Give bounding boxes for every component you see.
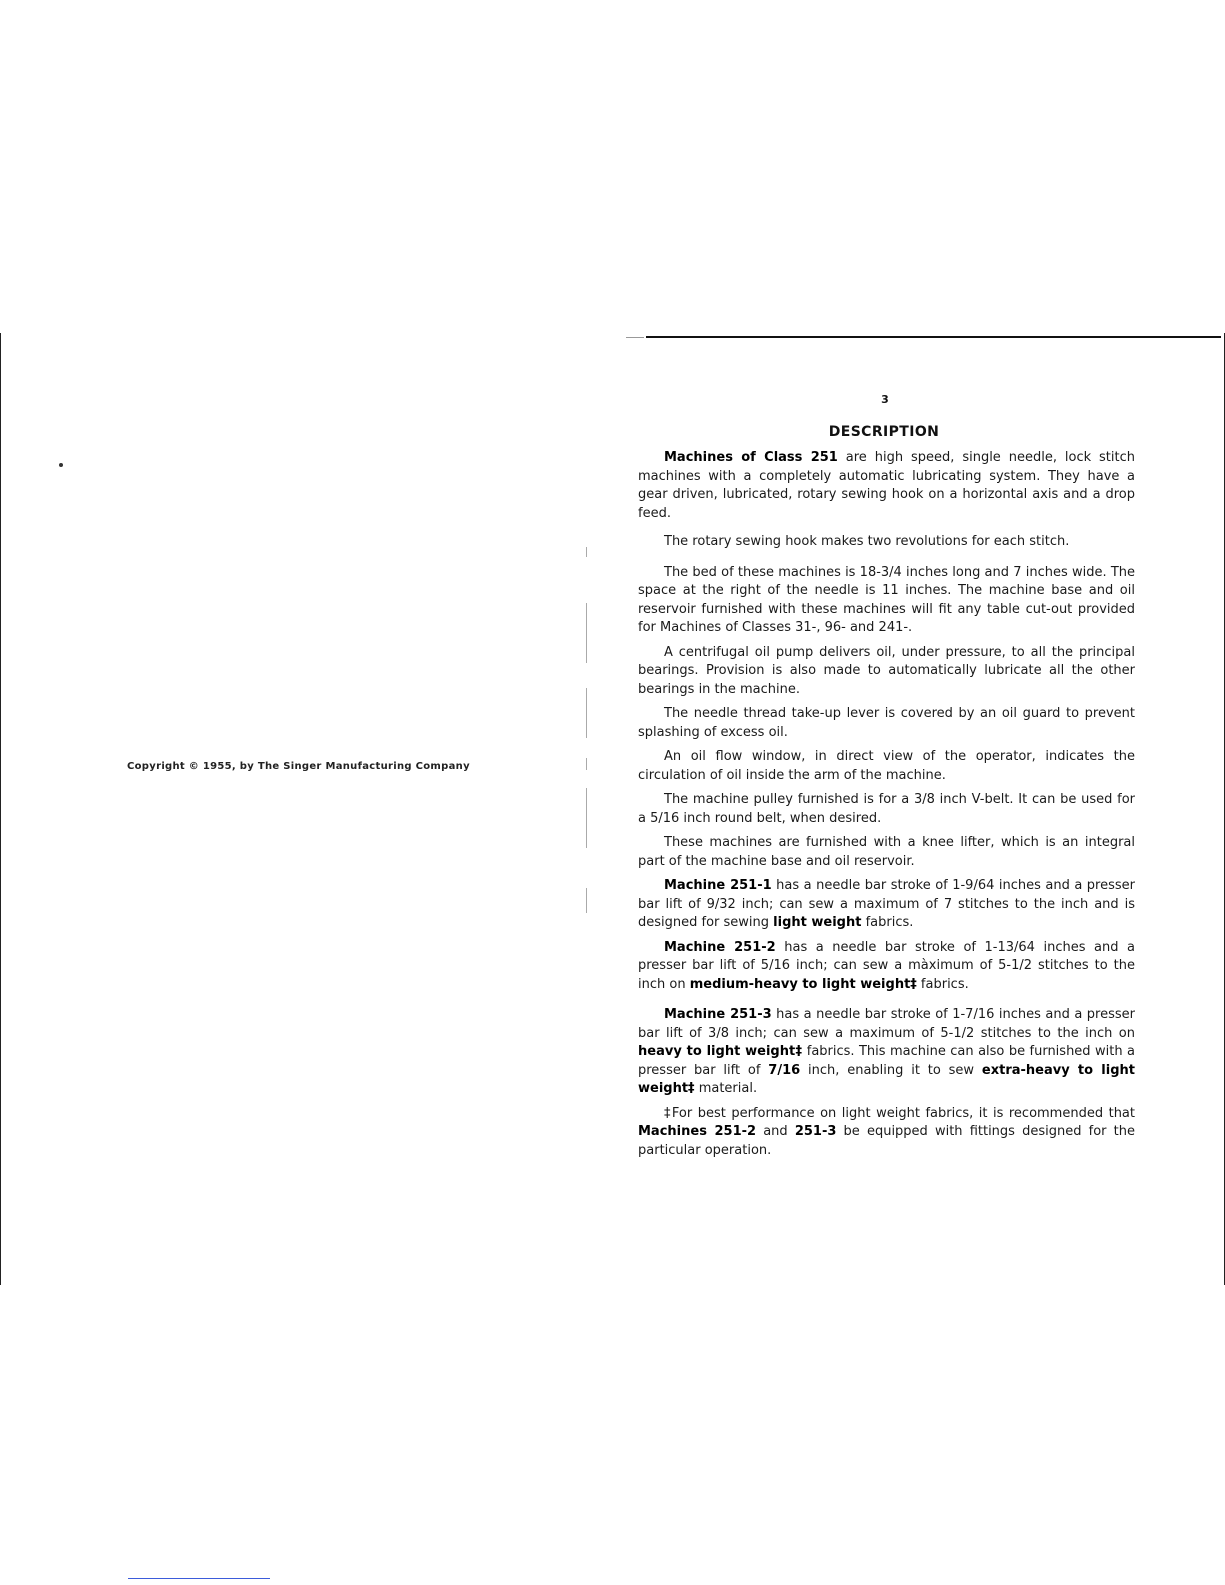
paragraph: The needle thread take-up lever is covered by an oil guard to prevent splashing of excess oil. [638,706,1135,740]
dot-mark [59,463,63,467]
left-page [0,333,600,1285]
footnote [638,1105,1135,1161]
bold-term: Machines 251-2 [638,1124,757,1139]
bold-term: Machine 251-2 [664,939,776,955]
paragraph-text: fabrics. [861,915,914,930]
paragraph-text: are high speed, single needle, lock stitch machines with a completely automatic lubricating system. They have a gear driven, lubricated, rotary sewing hook on a horizontal axis and a drop feed. [638,450,1136,521]
paragraph: These machines are furnished with a knee lifter, which is an integral part of the machine base and oil reservoir. [638,835,1135,869]
paragraph-text: inch, enabling it to sew [800,1062,982,1078]
gutter-mark [586,688,587,738]
gutter-mark [586,888,587,913]
gutter-mark [586,547,587,557]
paragraph-text: fabrics. [916,976,969,992]
bold-term: Machine 251-1 [664,878,772,893]
gutter-mark [586,758,587,770]
right-page [620,333,1225,1285]
bottom-link-underline [128,1578,270,1579]
paragraph: The machine pulley furnished is for a 3/8 inch V-belt. It can be used for a 5/16 inch round belt, when desired. [638,792,1135,826]
bold-term: Machine 251-3 [664,1007,772,1022]
top-rule [646,336,1221,338]
page-number: 3 [881,393,889,406]
bold-term: 7/16 [768,1062,801,1078]
paragraph-text: material. [694,1081,758,1096]
paragraph [638,877,1135,933]
bold-term: extra-heavy to light weight‡ [638,1062,1135,1096]
bold-term: light weight [773,915,862,930]
top-rule-faint [626,337,644,338]
bold-term: Machines of Class 251 [664,450,838,465]
copyright-notice: Copyright © 1955, by The Singer Manufacturing Company [127,761,470,772]
bold-term: 251-3 [794,1124,837,1139]
paragraph: An oil flow window, in direct view of the operator, indicates the circulation of oil inside the arm of the machine. [638,749,1135,783]
bold-term: medium-heavy to light weight‡ [689,976,917,992]
gutter-mark [586,788,587,848]
paragraph-text: has a needle bar stroke of 1-9/64 inches and a presser bar lift of 9/32 inch; can sew a maximum of 7 stitches to the inch and is designed for sewing [638,878,1135,930]
description-body [638,449,1135,1166]
section-title: DESCRIPTION [828,424,940,440]
gutter-mark [586,603,587,663]
paragraph [638,1006,1135,1099]
footnote-text: be equipped with fittings designed for the particular operation. [638,1124,1135,1158]
paragraph [638,449,1135,523]
paragraph-text: fabrics. This machine can also be furnished with a presser bar lift of [638,1044,1135,1078]
paragraph: The rotary sewing hook makes two revolutions for each stitch. [664,534,1070,549]
bold-term: heavy to light weight‡ [638,1044,803,1059]
paragraph [638,939,1135,995]
paragraph: The bed of these machines is 18-3/4 inches long and 7 inches wide. The space at the right of the needle is 11 inches. The machine base and oil reservoir furnished with these machines will fit any table cut-out provided for Machines of Classes 31-, 96- and 241-. [638,564,1135,635]
footnote-text: ‡For best performance on light weight fabrics, it is recommended that [664,1105,1135,1121]
footnote-text: and [756,1124,795,1139]
paragraph-text: has a needle bar stroke of 1-13/64 inches and a presser bar lift of 5/16 inch; can sew a màximum of 5-1/2 stitches to the inch on [638,939,1135,992]
paragraph-text: has a needle bar stroke of 1-7/16 inches and a presser bar lift of 3/8 inch; can sew a maximum of 5-1/2 stitches to the inch on [638,1007,1135,1041]
paragraph: A centrifugal oil pump delivers oil, under pressure, to all the principal bearings. Provision is also made to automatically lubricate all the other bearings in the machine. [638,644,1135,697]
